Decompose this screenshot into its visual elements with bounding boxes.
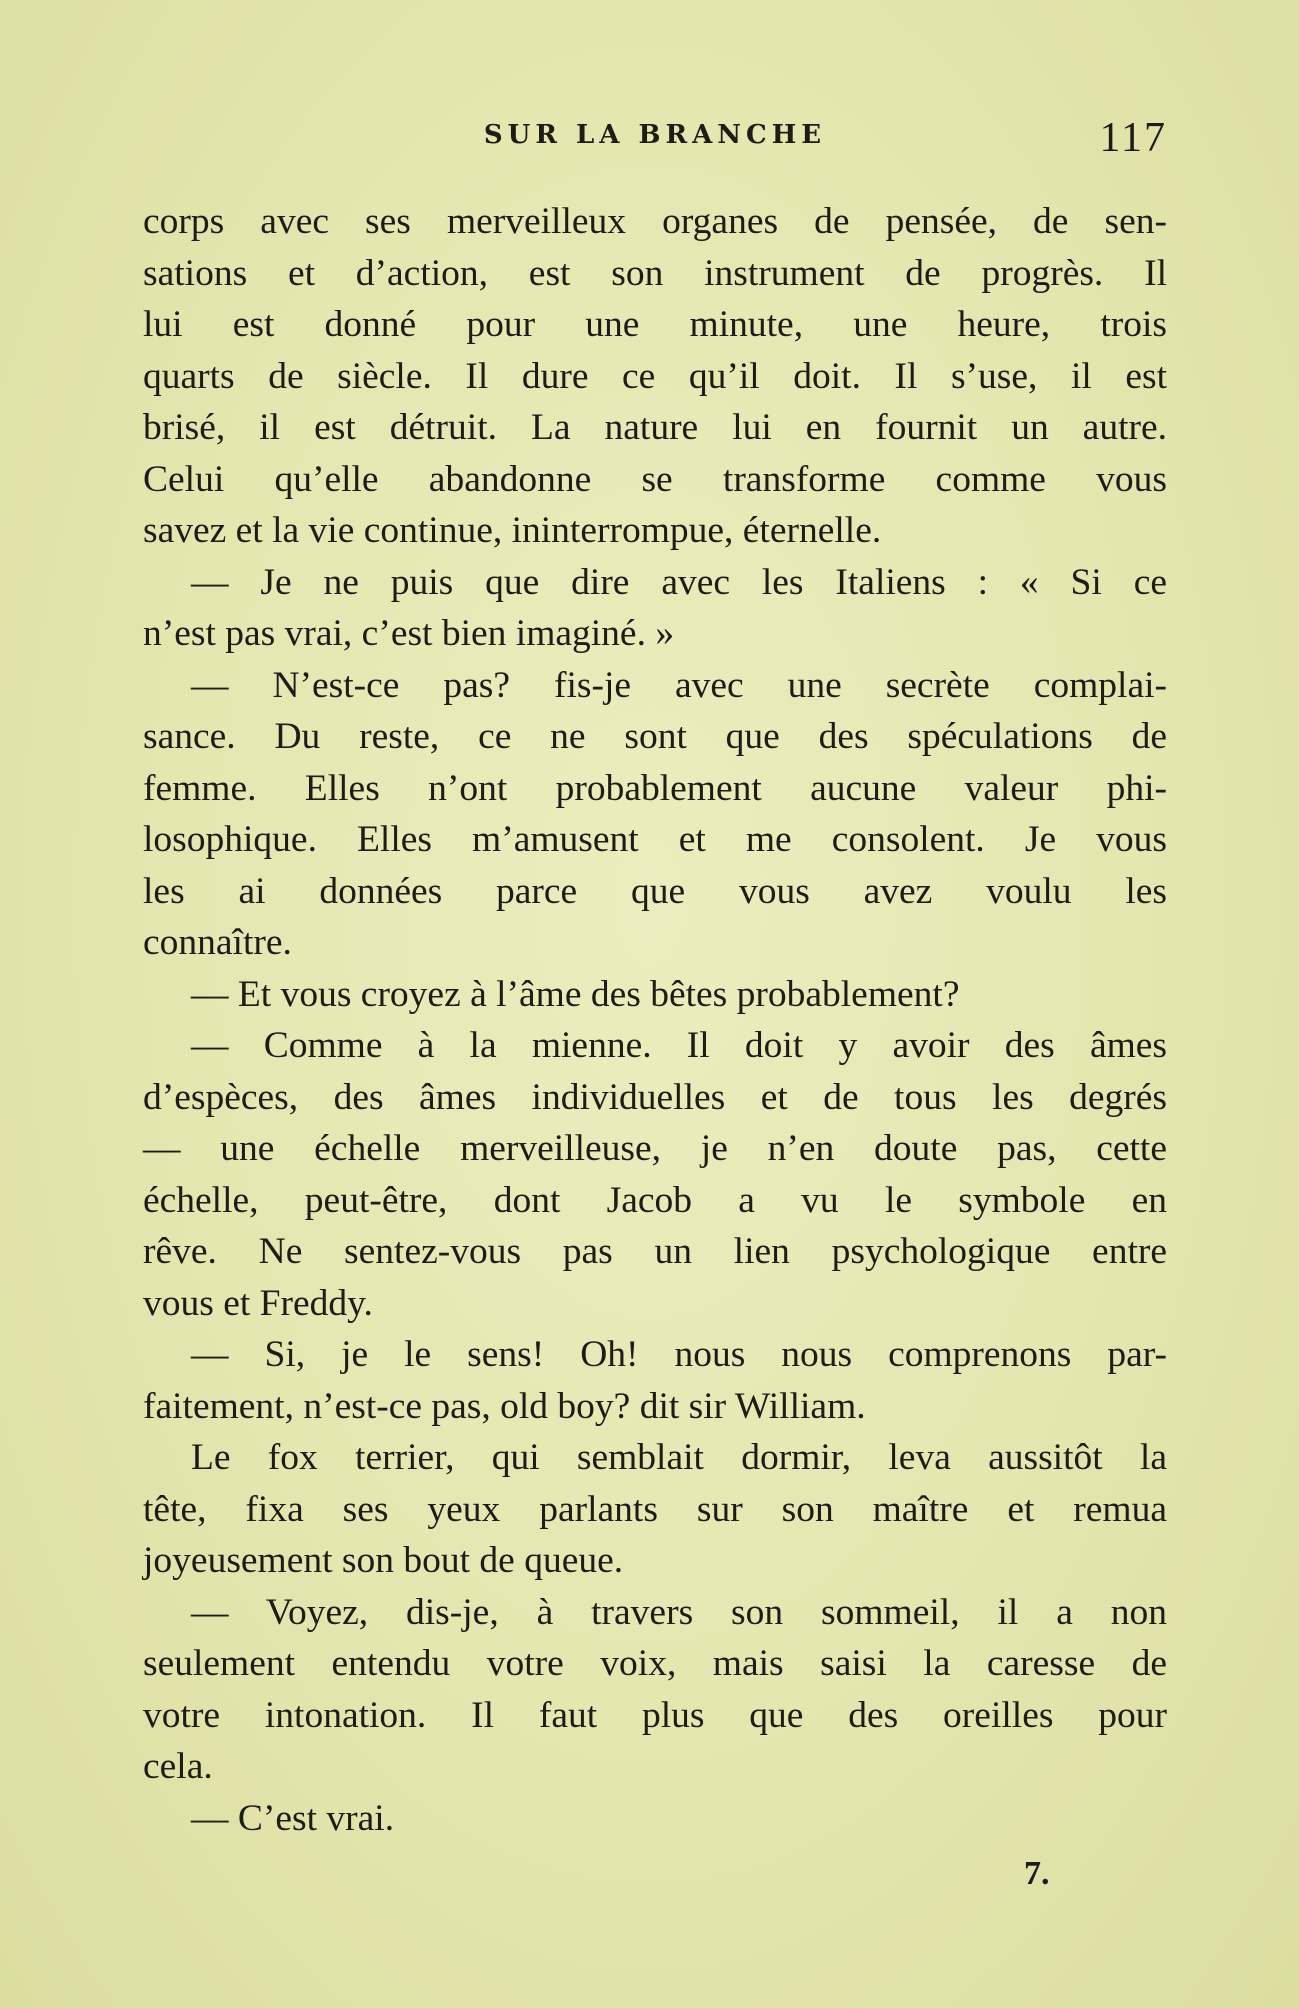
text-line: les ai données parce que vous avez voulu les [143, 870, 1167, 912]
text-line: — Et vous croyez à l’âme des bêtes probablement? [191, 973, 960, 1015]
text-line: vous et Freddy. [143, 1282, 373, 1324]
signature-mark: 7. [1024, 1855, 1050, 1892]
text-line: seulement entendu votre voix, mais saisi la caresse de [143, 1643, 1167, 1684]
text-line: corps avec ses merveilleux organes de pensée, de sen- [143, 201, 1167, 242]
text-line: cela. [143, 1746, 213, 1787]
text-line: — Voyez, dis-je, à travers son sommeil, il a non [191, 1591, 1167, 1633]
text-line: — Si, je le sens! Oh! nous nous comprenons par- [191, 1334, 1167, 1375]
text-line: rêve. Ne sentez-vous pas un lien psychologique entre [143, 1231, 1167, 1272]
text-line: faitement, n’est-ce pas, old boy? dit sir William. [143, 1385, 866, 1427]
text-line: échelle, peut-être, dont Jacob a vu le symbole en [143, 1179, 1167, 1221]
text-line: joyeusement son bout de queue. [143, 1540, 624, 1581]
text-line: d’espèces, des âmes individuelles et de tous les degrés [143, 1076, 1167, 1118]
text-line: tête, fixa ses yeux parlants sur son maître et remua [143, 1488, 1167, 1530]
text-line: quarts de siècle. Il dure ce qu’il doit. Il s’use, il est [143, 355, 1167, 397]
text-line: losophique. Elles m’amusent et me consolent. Je vous [143, 819, 1167, 860]
text-body [143, 196, 1167, 1844]
running-head [143, 110, 1167, 170]
text-line: femme. Elles n’ont probablement aucune valeur phi- [143, 767, 1167, 809]
text-line: brisé, il est détruit. La nature lui en fournit un autre. [143, 407, 1167, 448]
text-line: — Comme à la mienne. Il doit y avoir des âmes [191, 1025, 1167, 1066]
text-line: — une échelle merveilleuse, je n’en doute pas, cette [143, 1128, 1167, 1169]
text-line: — C’est vrai. [191, 1797, 395, 1839]
text-line: — Je ne puis que dire avec les Italiens : « Si ce [191, 561, 1167, 603]
text-line: savez et la vie continue, ininterrompue, éternelle. [143, 510, 882, 551]
text-line: lui est donné pour une minute, une heure, trois [143, 304, 1167, 345]
text-line: votre intonation. Il faut plus que des oreilles pour [143, 1694, 1167, 1736]
text-line: sance. Du reste, ce ne sont que des spéculations de [143, 716, 1167, 757]
text-line: n’est pas vrai, c’est bien imaginé. » [143, 613, 675, 654]
text-line: Le fox terrier, qui semblait dormir, leva aussitôt la [191, 1437, 1167, 1478]
page-number: 117 [1099, 115, 1167, 161]
text-line: — N’est-ce pas? fis-je avec une secrète complai- [191, 664, 1167, 706]
text-line: sations et d’action, est son instrument de progrès. Il [143, 252, 1167, 294]
text-line: connaître. [143, 922, 292, 963]
text-line: Celui qu’elle abandonne se transforme comme vous [143, 458, 1167, 500]
running-title: SUR LA BRANCHE [483, 120, 827, 150]
